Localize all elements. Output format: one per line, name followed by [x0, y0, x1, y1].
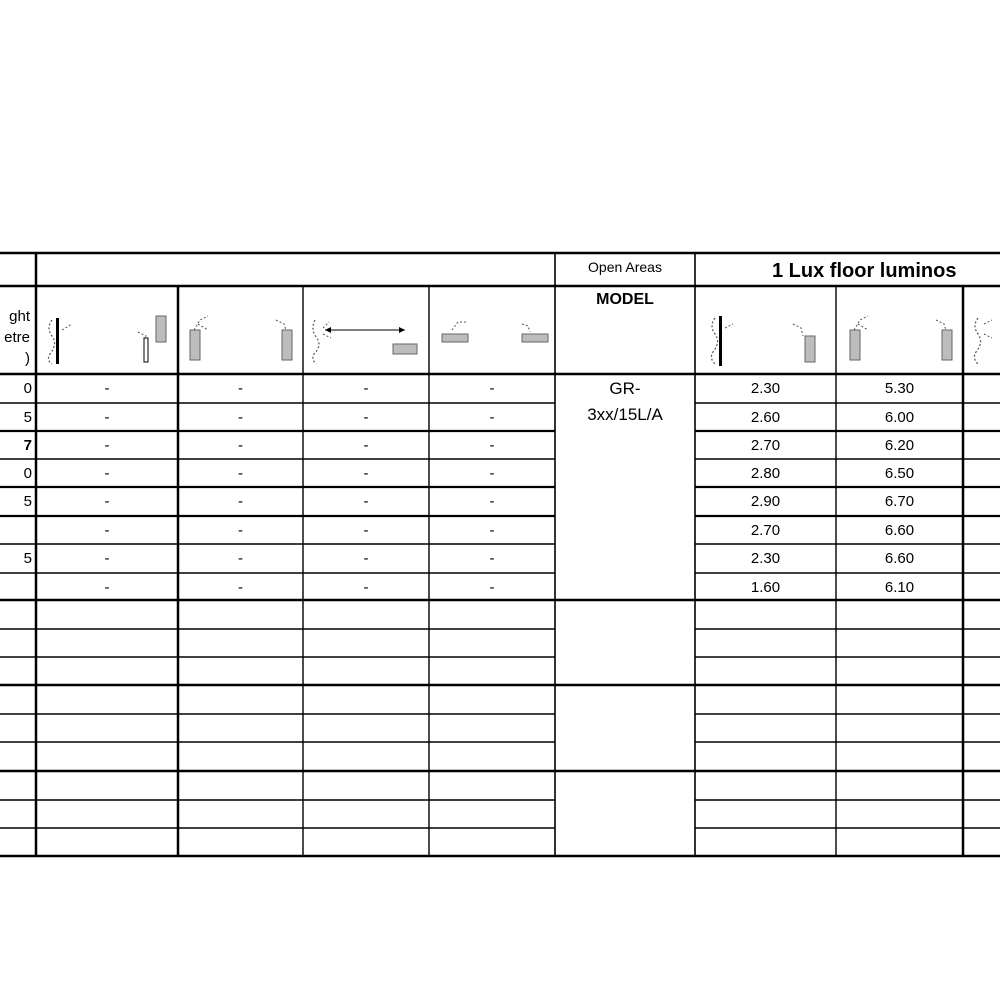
height-header-line-2: etre: [4, 329, 30, 346]
height-cell: 5: [23, 492, 32, 510]
corridor-distance-cell: -: [238, 464, 243, 482]
height-cell: 0: [23, 379, 32, 397]
corridor-distance-cell: -: [489, 492, 495, 510]
corridor-distance-cell: -: [363, 549, 369, 567]
open-area-distance-cell: 6.20: [884, 436, 915, 454]
open-area-distance-cell: 6.00: [884, 408, 915, 426]
corridor-distance-cell: -: [104, 379, 110, 397]
open-area-distance-cell: 2.30: [750, 379, 781, 397]
corridor-distance-cell: -: [238, 379, 243, 397]
height-cell: 7: [23, 436, 32, 454]
open-area-wall-icon-partial: [964, 290, 1000, 370]
open-area-distance-cell: 6.60: [884, 549, 915, 567]
corridor-distance-cell: -: [363, 379, 369, 397]
open-area-distance-cell: 2.60: [750, 408, 781, 426]
corridor-distance-cell: -: [238, 549, 243, 567]
height-header-line-1: ght: [9, 308, 30, 325]
corridor-distance-cell: -: [489, 436, 495, 454]
corridor-distance-cell: -: [363, 408, 369, 426]
corridor-distance-cell: -: [489, 521, 495, 539]
model-value-line-2: 3xx/15L/A: [587, 405, 663, 424]
open-area-distance-cell: 6.70: [884, 492, 915, 510]
height-cell: [0, 573, 32, 601]
open-area-distance-cell: 1.60: [750, 578, 781, 596]
height-cell: 5: [23, 408, 32, 426]
corridor-distance-cell: -: [489, 464, 495, 482]
corridor-distance-cell: -: [104, 492, 110, 510]
wall-to-luminaire-distance-icon: [40, 290, 175, 370]
open-area-distance-cell: 2.90: [750, 492, 781, 510]
corridor-distance-cell: -: [238, 492, 243, 510]
open-area-distance-cell: 2.80: [750, 464, 781, 482]
corridor-distance-cell: -: [104, 578, 110, 596]
corridor-distance-cell: -: [104, 549, 110, 567]
height-cell: 5: [23, 549, 32, 567]
corridor-distance-cell: -: [104, 464, 110, 482]
corridor-distance-cell: -: [363, 464, 369, 482]
corridor-distance-cell: -: [238, 436, 243, 454]
open-area-wall-to-luminaire-icon: [697, 290, 835, 370]
corridor-distance-cell: -: [489, 578, 495, 596]
model-value-line-1: GR-: [609, 379, 641, 398]
luminaire-to-luminaire-distance-icon: [180, 290, 302, 370]
open-area-luminaire-to-luminaire-icon: [838, 290, 960, 370]
open-area-distance-cell: 5.30: [884, 379, 915, 397]
wall-to-wall-corridor-icon: [305, 290, 427, 370]
corridor-distance-cell: -: [238, 578, 243, 596]
model-value: [555, 376, 695, 436]
ceiling-luminaire-spacing-icon: [430, 290, 553, 370]
model-label: MODEL: [596, 291, 654, 308]
open-area-distance-cell: 2.70: [750, 436, 781, 454]
open-area-distance-cell: 6.60: [884, 521, 915, 539]
corridor-distance-cell: -: [363, 436, 369, 454]
height-cell: 0: [23, 464, 32, 482]
corridor-distance-cell: -: [489, 549, 495, 567]
corridor-distance-cell: -: [363, 578, 369, 596]
height-header-line-3: ): [25, 350, 30, 367]
open-area-distance-cell: 2.70: [750, 521, 781, 539]
height-header-fragment: [0, 306, 30, 372]
open-areas-header: Open Areas: [588, 259, 662, 275]
height-cell: [0, 516, 32, 544]
corridor-distance-cell: -: [104, 408, 110, 426]
corridor-distance-cell: -: [104, 521, 110, 539]
lux-title-header: 1 Lux floor luminos: [772, 259, 957, 282]
open-area-distance-cell: 2.30: [750, 549, 781, 567]
corridor-distance-cell: -: [363, 492, 369, 510]
corridor-distance-cell: -: [489, 408, 495, 426]
corridor-distance-cell: -: [238, 521, 243, 539]
open-area-distance-cell: 6.10: [884, 578, 915, 596]
corridor-distance-cell: -: [489, 379, 495, 397]
open-area-distance-cell: 6.50: [884, 464, 915, 482]
corridor-distance-cell: -: [238, 408, 243, 426]
corridor-distance-cell: -: [363, 521, 369, 539]
corridor-distance-cell: -: [104, 436, 110, 454]
